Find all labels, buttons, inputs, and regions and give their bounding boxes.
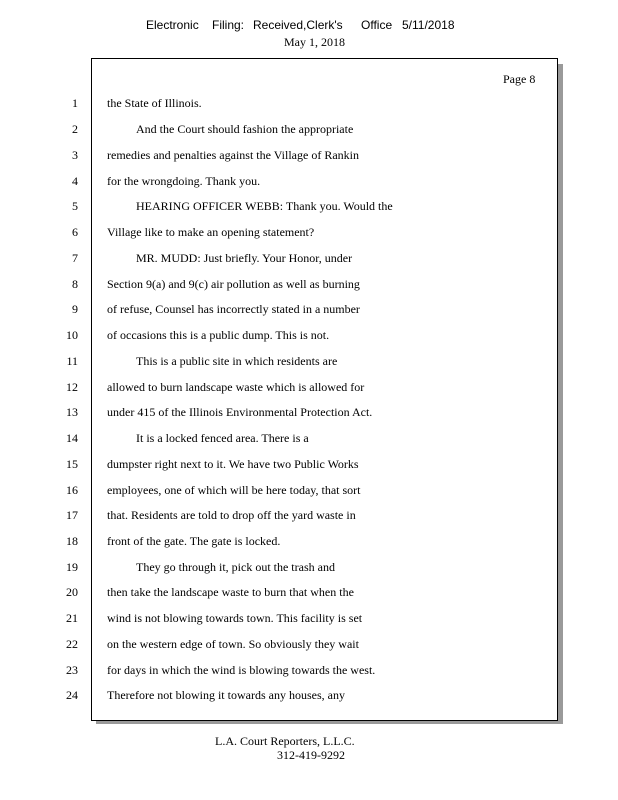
line-text: employees, one of which will be here today, that sort (107, 483, 361, 497)
line-number: 18 (66, 534, 78, 548)
line-number: 6 (72, 225, 78, 239)
footer-phone: 312-419-9292 (277, 748, 345, 762)
line-text: remedies and penalties against the Village of Rankin (107, 148, 359, 162)
line-text: that. Residents are told to drop off the yard waste in (107, 508, 356, 522)
line-text: MR. MUDD: Just briefly. Your Honor, under (136, 251, 353, 265)
transcript-line (0, 379, 560, 395)
line-number: 11 (66, 354, 78, 368)
filing-header-office: Office (361, 18, 393, 32)
line-number: 3 (72, 148, 78, 162)
transcript-line (0, 198, 560, 214)
line-text: under 415 of the Illinois Environmental Protection Act. (107, 405, 373, 419)
transcript-line (0, 224, 560, 240)
transcript-line (0, 250, 560, 266)
line-text: It is a locked fenced area. There is a (136, 431, 309, 445)
line-number: 14 (66, 431, 78, 445)
line-text: And the Court should fashion the appropriate (136, 122, 354, 136)
transcript-line (0, 404, 560, 420)
line-text: dumpster right next to it. We have two Public Works (107, 457, 359, 471)
line-number: 19 (66, 560, 78, 574)
transcript-line (0, 456, 560, 472)
transcript-line (0, 95, 560, 111)
transcript-line (0, 533, 560, 549)
transcript-line (0, 173, 560, 189)
line-number: 10 (66, 328, 78, 342)
transcript-line (0, 662, 560, 678)
page-number: Page 8 (503, 72, 536, 86)
transcript-line (0, 636, 560, 652)
filing-header-date: 5/11/2018 (402, 18, 455, 32)
transcript-line (0, 610, 560, 626)
line-number: 13 (66, 405, 78, 419)
line-number: 17 (66, 508, 78, 522)
line-number: 1 (72, 96, 78, 110)
line-number: 2 (72, 122, 78, 136)
line-number: 15 (66, 457, 78, 471)
line-number: 12 (66, 380, 78, 394)
line-text: the State of Illinois. (107, 96, 202, 110)
line-number: 5 (72, 199, 78, 213)
line-text: allowed to burn landscape waste which is allowed for (107, 380, 365, 394)
line-text: for days in which the wind is blowing towards the west. (107, 663, 376, 677)
line-text: front of the gate. The gate is locked. (107, 534, 281, 548)
transcript-line (0, 121, 560, 137)
line-number: 4 (72, 174, 78, 188)
line-number: 21 (66, 611, 78, 625)
line-text: of occasions this is a public dump. This is not. (107, 328, 330, 342)
line-text: wind is not blowing towards town. This facility is set (107, 611, 363, 625)
transcript-line (0, 353, 560, 369)
line-number: 9 (72, 302, 78, 316)
line-text: for the wrongdoing. Thank you. (107, 174, 261, 188)
line-text: HEARING OFFICER WEBB: Thank you. Would the (136, 199, 393, 213)
transcript-line (0, 559, 560, 575)
filing-header-electronic: Electronic (146, 18, 199, 32)
transcript-line (0, 327, 560, 343)
transcript-line (0, 507, 560, 523)
transcript-line (0, 584, 560, 600)
transcript-line (0, 276, 560, 292)
line-number: 24 (66, 688, 78, 702)
line-number: 20 (66, 585, 78, 599)
line-text: They go through it, pick out the trash and (136, 560, 335, 574)
line-text: Section 9(a) and 9(c) air pollution as well as burning (107, 277, 360, 291)
line-text: then take the landscape waste to burn that when the (107, 585, 354, 599)
filing-header-filing: Filing: (212, 18, 245, 32)
footer-company: L.A. Court Reporters, L.L.C. (215, 734, 355, 748)
transcript-line (0, 430, 560, 446)
line-text: Village like to make an opening statement? (107, 225, 315, 239)
line-number: 8 (72, 277, 78, 291)
filed-date: May 1, 2018 (284, 35, 345, 49)
line-number: 16 (66, 483, 78, 497)
line-text: This is a public site in which residents are (136, 354, 338, 368)
line-text: of refuse, Counsel has incorrectly stated in a number (107, 302, 360, 316)
transcript-line (0, 147, 560, 163)
transcript-line (0, 687, 560, 703)
line-number: 23 (66, 663, 78, 677)
line-text: Therefore not blowing it towards any houses, any (107, 688, 345, 702)
line-text: on the western edge of town. So obviously they wait (107, 637, 359, 651)
filing-header-received: Received,Clerk's (253, 18, 343, 32)
transcript-line (0, 301, 560, 317)
line-number: 7 (72, 251, 78, 265)
transcript-line (0, 482, 560, 498)
line-number: 22 (66, 637, 78, 651)
